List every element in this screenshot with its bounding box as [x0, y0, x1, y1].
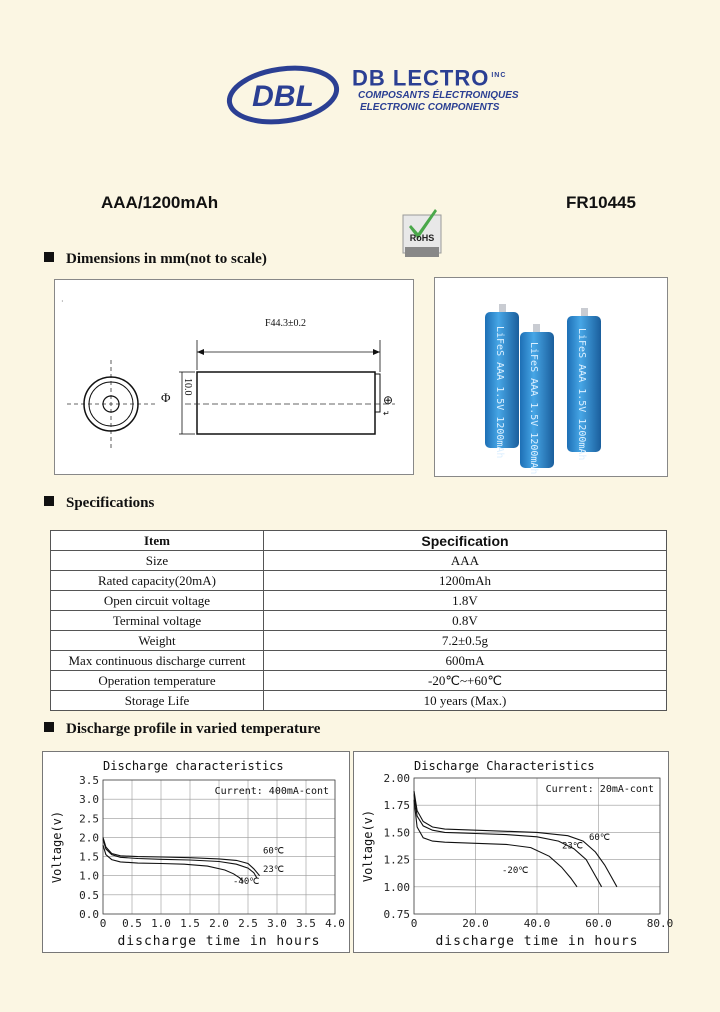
- x-tick-label: 2.5: [238, 917, 258, 930]
- y-tick-label: 2.5: [79, 812, 99, 826]
- x-axis-label: discharge time in hours: [435, 934, 639, 949]
- spec-value: 1200mAh: [264, 571, 667, 591]
- x-tick-label: 20.0: [462, 917, 489, 930]
- rohs-label: RoHS: [409, 233, 435, 243]
- battery-label-middle: LiFeS AAA 1.5V 1200mAh: [528, 342, 539, 475]
- series-label: 23℃: [263, 865, 284, 876]
- table-row: [51, 631, 667, 651]
- y-axis-label: Voltage(v): [50, 810, 64, 884]
- brand-subtitle-en: ELECTRONIC COMPONENTS: [360, 102, 500, 114]
- length-dimension: F44.3±0.2: [265, 318, 307, 329]
- spec-value: 600mA: [264, 651, 667, 671]
- series-label: 60℃: [263, 846, 284, 857]
- x-tick-label: 60.0: [585, 917, 612, 930]
- drawing-dot: ·: [61, 297, 64, 306]
- product-code: FR10445: [566, 193, 636, 212]
- logo-text: DBL: [252, 80, 314, 113]
- battery-photo: [434, 277, 668, 477]
- terminal-arrow: ↵: [383, 409, 390, 418]
- brand-subtitle-fr: COMPOSANTS ÉLECTRONIQUES: [358, 90, 519, 102]
- table-row: [51, 691, 667, 711]
- battery-cell-middle: [520, 324, 554, 474]
- brand-block: [352, 64, 519, 114]
- x-tick-label: 0: [410, 917, 418, 930]
- company-logo: [226, 66, 340, 124]
- spec-value: AAA: [264, 551, 667, 571]
- y-tick-label: 1.50: [383, 826, 410, 840]
- series-label: -20℃: [502, 866, 529, 877]
- y-tick-label: 3.0: [79, 793, 99, 807]
- x-tick-label: 1.0: [151, 917, 171, 930]
- spec-item: Storage Life: [51, 691, 264, 711]
- table-row: [51, 611, 667, 631]
- spec-item: Size: [51, 551, 264, 571]
- table-row: [51, 571, 667, 591]
- chart-annotation: Current: 400mA-cont: [214, 786, 329, 797]
- x-tick-label: 80.0: [646, 917, 674, 930]
- section-discharge-title: Discharge profile in varied temperature: [66, 721, 321, 737]
- series-line: [414, 800, 577, 887]
- brand-inc: INC: [491, 72, 507, 79]
- x-axis-label: discharge time in hours: [117, 934, 321, 949]
- section-dimensions: [44, 251, 267, 268]
- header-specification: Specification: [264, 531, 667, 551]
- x-tick-label: 0.5: [122, 917, 142, 930]
- rohs-badge: [401, 207, 443, 259]
- spec-table: [50, 530, 667, 711]
- phi-symbol: Φ: [161, 390, 171, 405]
- spec-item: Weight: [51, 631, 264, 651]
- section-discharge: [44, 721, 320, 738]
- x-tick-label: 4.0: [325, 917, 345, 930]
- battery-label-left: LiFeS AAA 1.5V 1200mAh: [494, 326, 505, 459]
- x-tick-label: 2.0: [209, 917, 229, 930]
- spec-value: -20℃~+60℃: [264, 671, 667, 691]
- spec-item: Terminal voltage: [51, 611, 264, 631]
- spec-item: Max continuous discharge current: [51, 651, 264, 671]
- series-label: 23℃: [562, 841, 583, 852]
- x-tick-label: 40.0: [523, 917, 551, 930]
- spec-item: Rated capacity(20mA): [51, 571, 264, 591]
- series-line: [103, 839, 257, 877]
- table-row: [51, 651, 667, 671]
- series-label: -40℃: [233, 876, 260, 887]
- y-tick-label: 1.25: [383, 853, 410, 867]
- chart-annotation: Current: 20mA-cont: [545, 784, 654, 795]
- y-tick-label: 2.00: [383, 772, 410, 785]
- discharge-chart-400ma: [42, 751, 350, 953]
- brand-name: DB LECTRO: [352, 65, 490, 91]
- chart-title: Discharge characteristics: [103, 759, 284, 773]
- y-tick-label: 3.5: [79, 774, 99, 787]
- chart-title: Discharge Characteristics: [414, 759, 595, 773]
- discharge-chart-20ma: [353, 751, 674, 953]
- spec-item: Open circuit voltage: [51, 591, 264, 611]
- y-tick-label: 2.0: [79, 831, 99, 845]
- spec-value: 1.8V: [264, 591, 667, 611]
- spec-table-header: [51, 531, 667, 551]
- product-model: AAA/1200mAh: [101, 193, 219, 212]
- series-label: 60℃: [589, 832, 610, 843]
- x-tick-label: 3.0: [267, 917, 287, 930]
- y-tick-label: 1.00: [383, 880, 410, 894]
- section-dimensions-title: Dimensions in mm(not to scale): [66, 251, 267, 267]
- dimension-drawing: [54, 279, 414, 475]
- y-axis-label: Voltage(v): [361, 809, 375, 883]
- y-tick-label: 0.75: [383, 908, 410, 921]
- battery-cell-left: [485, 304, 519, 458]
- y-tick-label: 1.0: [79, 869, 99, 883]
- table-row: [51, 671, 667, 691]
- spec-item: Operation temperature: [51, 671, 264, 691]
- spec-value: 10 years (Max.): [264, 691, 667, 711]
- x-tick-label: 1.5: [180, 917, 200, 930]
- diameter-dimension: 10.0: [182, 378, 193, 396]
- section-specifications-title: Specifications: [66, 495, 155, 511]
- series-line: [103, 845, 243, 881]
- spec-value: 7.2±0.5g: [264, 631, 667, 651]
- battery-label-right: LiFeS AAA 1.5V 1200mAh: [576, 328, 587, 461]
- spec-value: 0.8V: [264, 611, 667, 631]
- header-item: Item: [51, 531, 264, 551]
- table-row: [51, 551, 667, 571]
- x-tick-label: 3.5: [296, 917, 316, 930]
- table-row: [51, 591, 667, 611]
- y-tick-label: 1.75: [383, 799, 410, 813]
- y-tick-label: 1.5: [79, 850, 99, 864]
- x-tick-label: 0: [99, 917, 107, 930]
- y-tick-label: 0.5: [79, 888, 99, 902]
- battery-cell-right: [567, 308, 601, 460]
- positive-terminal-symbol: ⊕: [383, 393, 394, 407]
- section-specifications: [44, 495, 154, 512]
- y-tick-label: 0.0: [79, 908, 99, 921]
